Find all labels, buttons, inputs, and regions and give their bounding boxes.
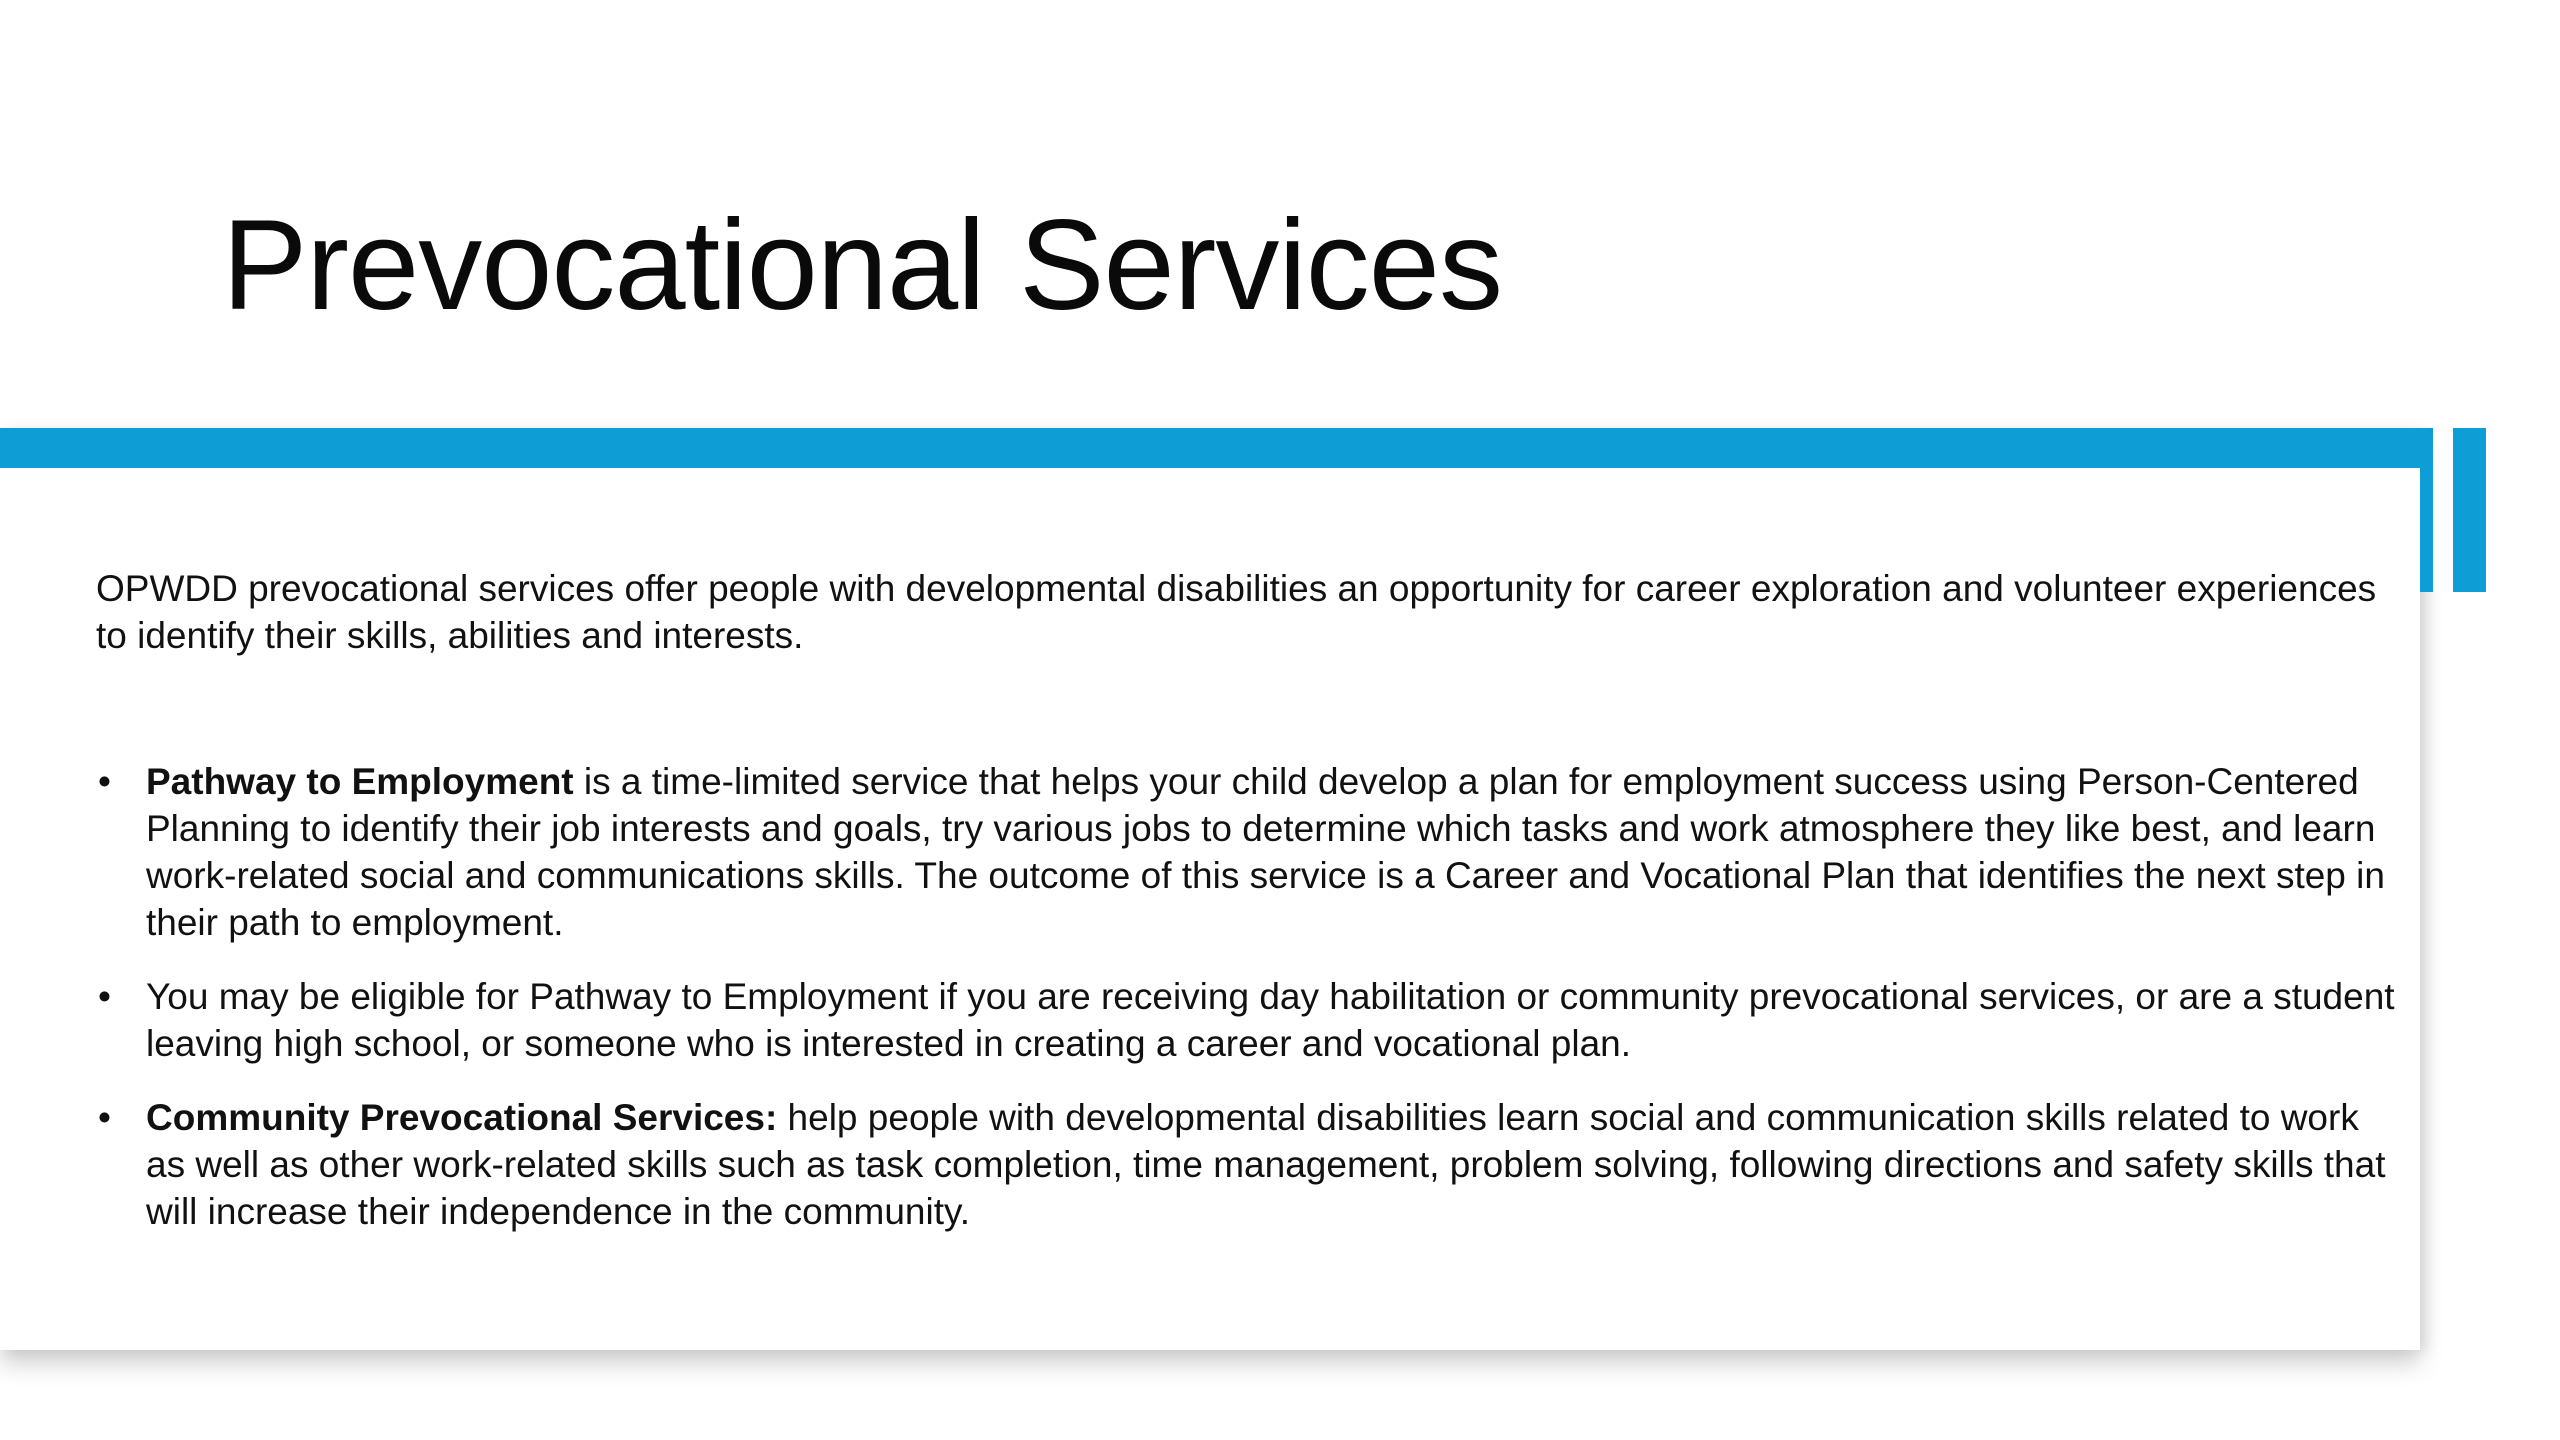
slide-title: Prevocational Services xyxy=(222,194,1502,337)
accent-bar-top xyxy=(0,428,2433,468)
bullet-item-pathway xyxy=(96,758,2396,946)
bullet-icon: • xyxy=(98,976,111,1017)
bullet-icon: • xyxy=(98,761,111,802)
bullet-text: You may be eligible for Pathway to Employment if you are receiving day habilitation or community prevocational services, or are a student leaving high school, or someone who is interested in creating a career and vocational plan. xyxy=(146,976,2395,1064)
accent-bar-side xyxy=(2453,428,2486,592)
bullet-item-community xyxy=(96,1094,2396,1235)
intro-paragraph: OPWDD prevocational services offer people with developmental disabilities an opportunity for career exploration and volunteer experiences to identify their skills, abilities and interests. xyxy=(96,568,2377,656)
bullet-lead: Pathway to Employment xyxy=(146,761,574,802)
bullet-icon: • xyxy=(98,1097,111,1138)
bullet-text: is a time-limited service that helps your child develop a plan for employment success using Person-Centered Planning to identify their job interests and goals, try various jobs to determine which tasks and work atmosphere they like best, and learn work-related social and communications skills. The outcome of this service is a Career and Vocational Plan that identifies the next step in their path to employment. xyxy=(146,761,2385,943)
bullet-item-eligibility xyxy=(96,973,2396,1067)
bullet-list xyxy=(96,758,2396,1262)
accent-bar-drop xyxy=(2420,428,2433,592)
bullet-text: help people with developmental disabilities learn social and communication skills related to work as well as other work-related skills such as task completion, time management, problem solving, following directions and safety skills that will increase their independence in the community. xyxy=(146,1097,2386,1232)
bullet-lead: Community Prevocational Services: xyxy=(146,1097,778,1138)
